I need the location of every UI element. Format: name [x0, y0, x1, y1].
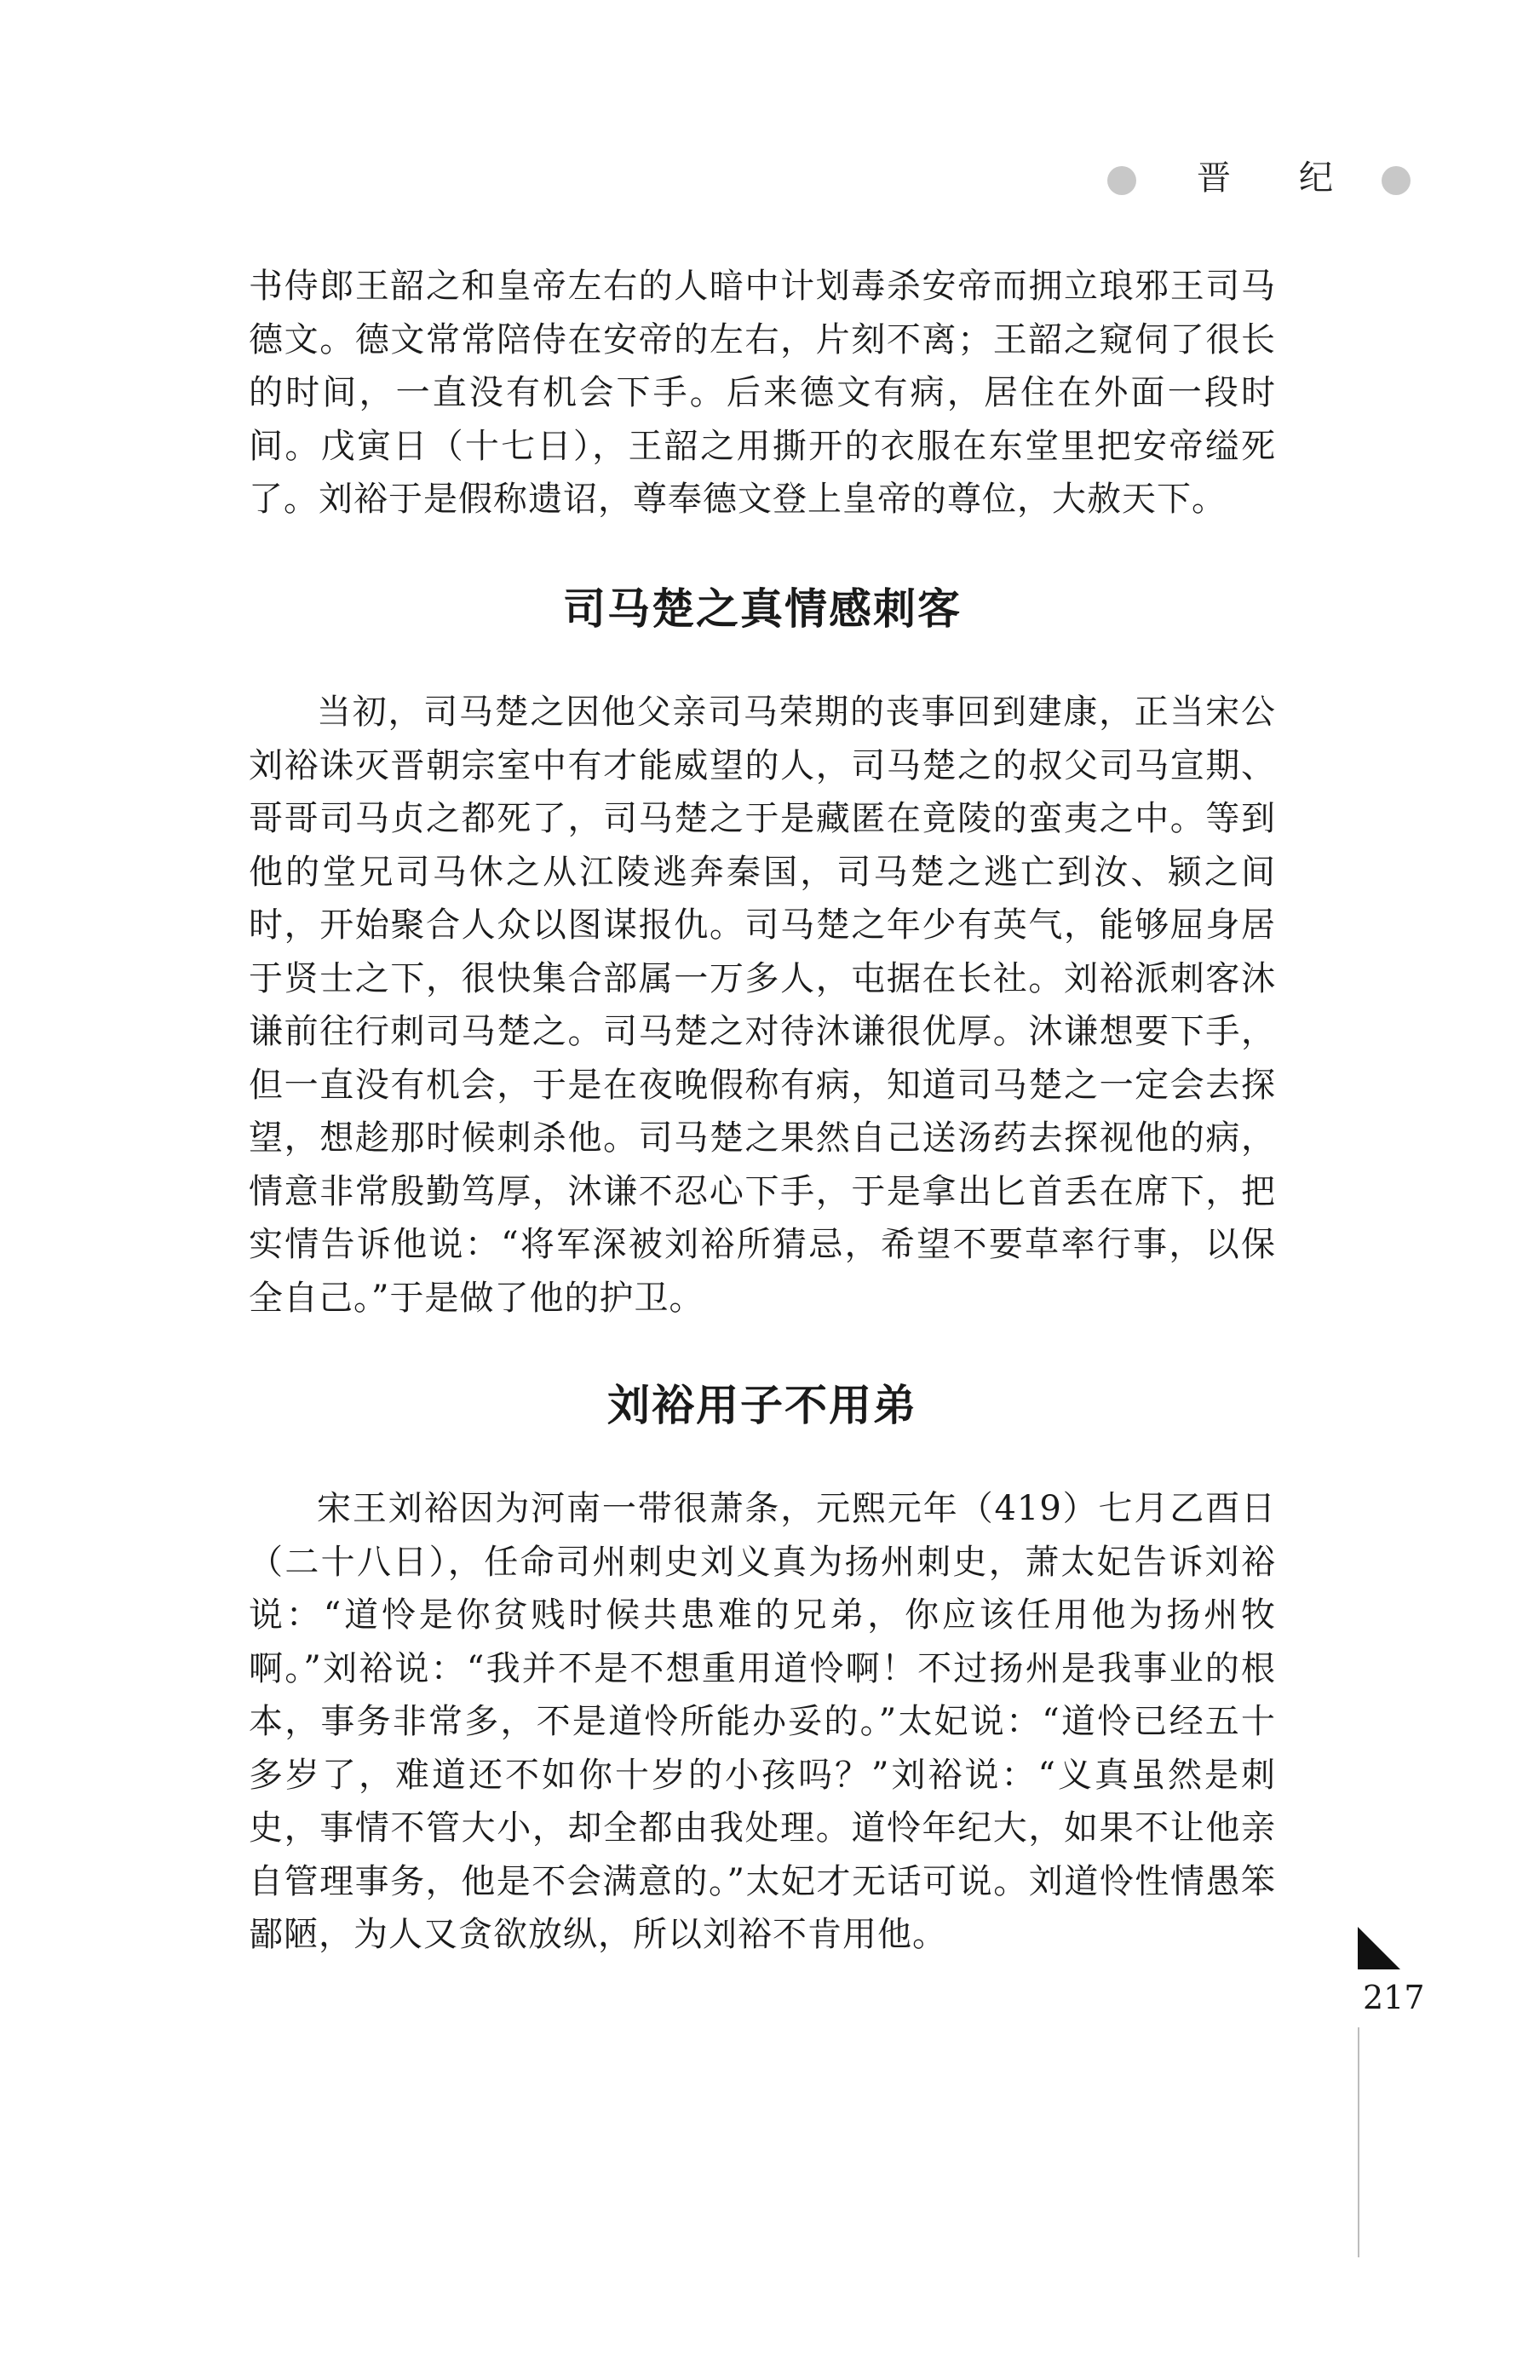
paragraph-continued: 书侍郎王韶之和皇帝左右的人暗中计划毒杀安帝而拥立琅邪王司马德文。德文常常陪侍在安帝的左右，片刻不离；王韶之窥伺了很长的时间，一直没有机会下手。后来德文有病，居住在外面一段时间。戊寅日（十七日），王韶之用撕开的衣服在东堂里把安帝缢死了。刘裕于是假称遗诏，尊奉德文登上皇帝的尊位，大赦天下。 [249, 267, 1276, 519]
header-dot-right-icon [1382, 166, 1411, 195]
paragraph-sima-chuzhi: 当初，司马楚之因他父亲司马荣期的丧事回到建康，正当宋公刘裕诛灭晋朝宗室中有才能威望的人，司马楚之的叔父司马宣期、哥哥司马贞之都死了，司马楚之于是藏匿在竟陵的蛮夷之中。等到他的堂兄司马休之从江陵逃奔秦国，司马楚之逃亡到汝、颍之间时，开始聚合人众以图谋报仇。司马楚之年少有英气，能够屈身居于贤士之下，很快集合部属一万多人，屯据在长社。刘裕派刺客沐谦前往行刺司马楚之。司马楚之对待沐谦很优厚。沐谦想要下手，但一直没有机会，于是在夜晚假称有病，知道司马楚之一定会去探望，想趁那时候刺杀他。司马楚之果然自己送汤药去探视他的病，情意非常殷勤笃厚，沐谦不忍心下手，于是拿出匕首丢在席下，把实情告诉他说：“将军深被刘裕所猜忌，希望不要草率行事，以保全自己。”于是做了他的护卫。 [249, 693, 1276, 1318]
running-header [1107, 149, 1431, 209]
header-title-char-1: 晋 [1197, 158, 1231, 198]
margin-rule [1358, 2027, 1359, 2257]
header-dot-left-icon [1107, 166, 1136, 195]
section-heading-assassin: 司马楚之真情感刺客 [563, 584, 962, 634]
section-heading-liu-yu: 刘裕用子不用弟 [607, 1381, 917, 1430]
paragraph-liu-yu: 宋王刘裕因为河南一带很萧条，元熙元年（419）七月乙酉日（二十八日），任命司州刺史刘义真为扬州刺史，萧太妃告诉刘裕说：“道怜是你贫贱时候共患难的兄弟，你应该任用他为扬州牧啊。”刘裕说：“我并不是不想重用道怜啊！不过扬州是我事业的根本，事务非常多，不是道怜所能办妥的。”太妃说：“道怜已经五十多岁了，难道还不如你十岁的小孩吗？”刘裕说：“义真虽然是刺史，事情不管大小，却全都由我处理。道怜年纪大，如果不让他亲自管理事务，他是不会满意的。”太妃才无话可说。刘道怜性情愚笨鄙陋，为人又贪欲放纵，所以刘裕不肯用他。 [249, 1489, 1276, 1954]
header-title-char-2: 纪 [1299, 158, 1333, 198]
page-number: 217 [1363, 1979, 1425, 2016]
page-corner-triangle-icon [1358, 1927, 1400, 1969]
